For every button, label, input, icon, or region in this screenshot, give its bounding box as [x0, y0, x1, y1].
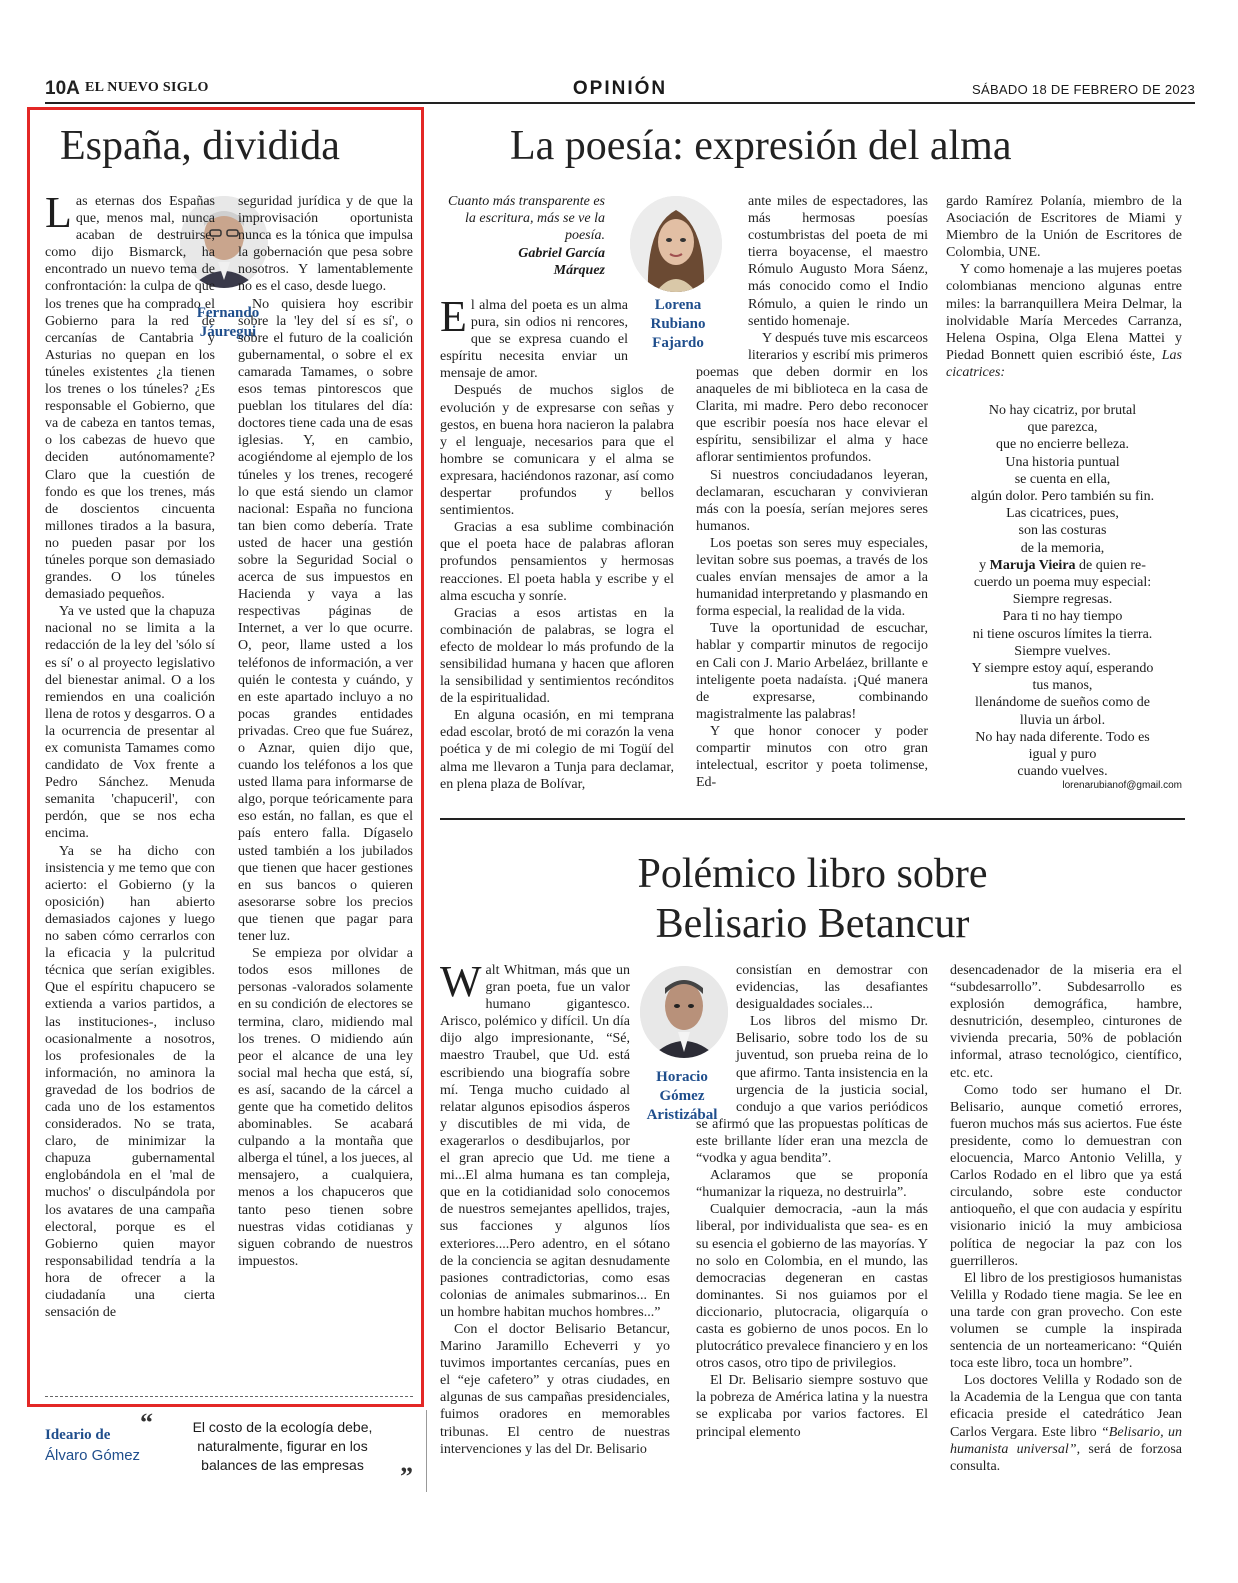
paragraph: Con el doctor Belisario Betancur, Marino Jaramillo Echeverri y yo tuvimos importantes cercanías, pues en el “eje cafetero” y otras ciudades, en algunas de sus campañas presidenciales, fuimos oradores en memorables tribunas. El centro de nuestras intervenciones y las del Dr. Belisario — [440, 1321, 670, 1457]
article2-column-1 — [440, 292, 674, 793]
poem-line: ni tiene oscuros límites la tierra. — [972, 626, 1153, 642]
masthead — [45, 78, 1195, 104]
article3-column-3 — [950, 962, 1182, 1475]
paragraph: En alguna ocasión, en mi temprana edad escolar, brotó de mi corazón la vena poética y de mi colegio de mi Togüí del alma me llevaron a Tunja para declamar, en plena plaza de Bolívar, — [440, 708, 674, 792]
text: , será de forzosa consulta. — [950, 1441, 1182, 1474]
poem-line: Para ti no hay tiempo — [1002, 609, 1123, 625]
paragraph: Ya se ha dicho con insistencia y me temo que con acierto: el Gobierno (y la oposición) han abierto demasiados cajones y luego no saben cómo cerrarlos con la eficacia y la pulcritud técnica que serían exigibles. Que el espíritu chapucero se extienda a varios partidos, a las instituciones-, incluso ocasionalmente a nosotros, los profesionales de la información, no aminora la gravedad de los bodrios de cada uno de los estamentos considerados. No se trata, claro, de minimizar la chapuza gubernamental englobándola en el 'mal de muchos' o disculpándola por los avatares de una campaña electoral, porque es el Gobierno quien mayor responsabilidad tendría a la hora de ofrecer a la ciudadanía una cierta sensación de — [45, 843, 215, 1321]
poem-line: No hay cicatriz, por brutal — [988, 403, 1137, 418]
article2-headline: La poesía: expresión del alma — [510, 123, 1012, 169]
poem-line: lluvia un árbol. — [1019, 712, 1106, 728]
paragraph: Y que honor conocer y poder compartir minutos con otro gran intelectual, escritor y poeta tolimense, Ed- — [696, 723, 928, 791]
paragraph: Y como homenaje a las mujeres poetas colombianas menciono algunas entre miles: la barranquillera Meira Delmar, la inolvidable María Mercedes Carranza, Helena Ospina, Olga Elena Mattei y Piedad Bonnett quien escribió éste, — [946, 262, 1182, 363]
dropcap: L — [45, 188, 72, 237]
paragraph: consistían en demostrar con evidencias, las desafiantes desigualdades sociales... — [736, 963, 928, 1013]
poem-line: Las cicatrices, pues, — [1006, 506, 1119, 522]
article3-headline-line2: Belisario Betancur — [655, 901, 970, 947]
text: y — [979, 557, 990, 573]
poem-line: cuando vuelves. — [1017, 764, 1108, 780]
paragraph: Cualquier democracia, -aun la más liberal, por individualista que sea- es en su esencia el gobierno de las mayorías. Y no solo en Colombia, en el mundo, las democracias degeneran en castas dominantes. Si nos guiamos por el diccionario, plutocracia, oligarquía o casta es gobierno de unos pocos. En lo plutocrático prevalece financiero y en los otros casos, otro tipo de privilegios. — [696, 1202, 928, 1372]
paragraph: No quisiera hoy escribir sobre la 'ley del sí es sí', o sobre el futuro de la coalición gubernamental, o sobre el ex camarada Tamames, o sobre esos temas pintorescos que pueblan los titulares del día: doctores tiene cada una de esas iglesias. Y, en cambio, acogiéndome al ejemplo de los túneles y los trenes, recogeré lo que está siendo un clamor nacional: España no funciona tan bien como debería. Trate usted de hacer una gestión sobre la Seguridad Social o acerca de sus impuestos en Hacienda y vaya a las respectivas páginas de Internet, a ver lo que ocurre. O, peor, llame usted a los teléfonos de información, a ver quién le contesta y cuándo, y en este apartado incluyo a no pocas grandes entidades privadas. Creo que fue Suárez, o Aznar, quien dijo que, cuando los teléfonos a los que usted llama para informarse de algo, porque teóricamente para eso están, no fallan, es que el país entero falla. Dígaselo usted también a los jubilados que tienen que hacer gestiones en sus bancos o quieren asesorarse sobre los precios que tienen que pagar para tener luz. — [238, 296, 413, 945]
author-last-name: Jáuregui — [199, 324, 257, 340]
ideario-quote: El costo de la ecología debe, naturalmente, figurar en los balances de las empresas — [192, 1419, 373, 1473]
author-first-name: Fernando — [196, 305, 260, 321]
author-first-name: Horacio — [656, 1069, 708, 1085]
epigraph-author: Márquez — [553, 262, 605, 278]
divider — [45, 1396, 413, 1397]
paragraph: Los poetas son seres muy especiales, levitan sobre sus poemas, a través de los cuales envían mensajes de amor a la humanidad interpretando y plasmando en forma especial, la realidad de la vida. — [696, 535, 928, 620]
author-last-name: Fajardo — [652, 335, 704, 351]
author-middle-name: Gómez — [659, 1088, 705, 1104]
paragraph: El libro de los prestigiosos humanistas Velilla y Rodado tiene magia. Se lee en una tarde con gran provecho. Con este volumen se cumple la inspirada sentencia de un norteamericano: “Quién toca este libro, toca un hombre”. — [950, 1270, 1182, 1372]
poem-intro-line: cuerdo un poema muy especial: — [973, 575, 1152, 591]
article2-column-3 — [946, 193, 1182, 381]
poem-line: algún dolor. Pero también su fin. — [970, 489, 1155, 505]
poem-line: Una historia puntual — [1005, 454, 1120, 470]
vertical-divider — [426, 1410, 427, 1492]
poem-title: Las cicatrices: — [946, 347, 1182, 380]
paragraph: Después de muchos siglos de evolución y de expresarse con señas y gestos, en buena hora nacieron la palabra y el lenguaje, necesarios para que el hombre se comunicara y el alma se expresara, haciéndonos razonar, así como despertar profundos y bellos sentimientos. — [440, 383, 674, 519]
poem-line: que no encierre belleza. — [996, 437, 1129, 453]
ideario-label: Ideario de — [45, 1427, 111, 1443]
dropcap: W — [440, 957, 482, 1006]
poem-line: que parezca, — [1027, 420, 1098, 436]
paragraph: gardo Ramírez Polanía, miembro de la Asociación de Escritores de Miami y Miembro de la Unión de Escritores de Colombia, UNE. — [946, 194, 1182, 261]
epigraph-author: Gabriel García — [518, 245, 605, 261]
dropcap: E — [440, 292, 467, 341]
ideario-author: Álvaro Gómez — [45, 1447, 141, 1464]
paragraph: Gracias a esos artistas en la combinación de palabras, se logra el efecto de moldear lo más profundo de la sensibilidad humana y hacen que afloren la sensibilidad y sentimientos recónditos de la espiritualidad. — [440, 605, 674, 707]
epigraph — [440, 193, 605, 279]
poem-line: No hay nada diferente. Todo es — [975, 729, 1150, 745]
article3-column-2 — [696, 962, 928, 1441]
paragraph: alt Whitman, más que un gran poeta, fue un valor humano gigantesco. Arisco, polémico y difícil. Un día dijo algo impresionante, “Sé, maestro Traubel, que Ud. está escribiendo una biografía sobre mí. Tenga mucho cuidado al relatar algunos episodios ásperos y discutibles de mi vida, de exagerarlos o desdibujarlos, por el gran aprecio que Ud. me tiene a mi...El alma humana es tan compleja, que en la cotidianidad solo conocemos de nuestros semejantes apellidos, trajes, sus facciones y algunos líos exteriores....Pero adentro, en el sótano de la conciencia se agitan desnudamente pasiones contradictorias, como esas colonias de animales submarinos... En un hombre habitan muchos hombres...” — [440, 963, 670, 1320]
poem-line: igual y puro — [1028, 747, 1097, 763]
article1-headline: España, dividida — [60, 123, 340, 169]
poem-line: Y siempre estoy aquí, esperando — [971, 661, 1154, 677]
poem-line: Siempre vuelves. — [1014, 643, 1111, 659]
poem-block — [940, 402, 1185, 780]
author-email: lorenarubianof@gmail.com — [1062, 780, 1182, 791]
section-divider — [440, 818, 1185, 820]
author-last-name: Aristizábal — [646, 1107, 718, 1123]
paragraph: Y después tuve mis escarceos literarios y escribí mis primeros poemas que deben dormir en los anaqueles de mi biblioteca en la casa de Clarita, mi madre. Pero debo reconocer que escribir poesía nos hace elevar el espíritu, sensibilizar el alma y hace aflorar sentimientos profundos. — [696, 330, 928, 466]
page-number: 10A — [45, 78, 80, 99]
paragraph: Se empieza por olvidar a todos esos millones de personas -valorados solamente en su condición de electores se termina, claro, midiendo mal los trenes. O midiendo aún peor el alcance de una ley social mal hecha que está, sí, es así, sacando de la cárcel a gente que ha cometido delitos abominables. Se acabará culpando a la montaña que alberga el túnel, a los jueces, al mensajero, a cualquiera, menos a los chapuceros que tanto peso tienen sobre nuestras vidas cotidianas y siguen cobrando de nuestros impuestos. — [238, 946, 413, 1269]
paragraph: Como todo ser humano el Dr. Belisario, aunque cometió errores, fueron muchos más sus aciertos. Fue éste presidente, como lo demuestran con elocuencia, Marco Antonio Velilla, y Carlos Rodado en el libro que ya está circulando, sobre este conductor antioqueño, el que con audacia y espíritu visionario inició la muy ambiciosa política de negociar la paz con los guerrilleros. — [950, 1082, 1182, 1269]
newspaper-name: EL NUEVO SIGLO — [85, 80, 209, 95]
paragraph: seguridad jurídica y de que la improvisación oportunista nunca es la tónica que impulsa la gobernación que pesa sobre nosotros. Y lamentablemente no es el caso, desde luego. — [238, 194, 413, 295]
paragraph: Aclaramos que se proponía “humanizar la riqueza, no destruirla”. — [696, 1168, 928, 1201]
poet-name: Maruja Vieira — [989, 557, 1076, 573]
close-quote-icon: ” — [400, 1462, 413, 1491]
paragraph: Ya ve usted que la chapuza nacional no se limita a la redacción de la ley del 'sólo sí es sí' o al proyecto legislativo del bienestar animal. O a los remiendos en una coalición llena de rotos y desgarros. O a la ocurrencia de presentar al ex comunista Tamames como candidato de Vox frente a Pedro Sánchez. Menuda semanita 'chapuceril', con perdón, que se nos echa encima. — [45, 604, 215, 842]
poem-line: se cuenta en ella, — [1014, 471, 1111, 487]
maruja-line — [940, 557, 1185, 574]
poem-line: de la memoria, — [1020, 540, 1105, 556]
poem-line: tus manos, — [1032, 678, 1093, 694]
paragraph: Tuve la oportunidad de escuchar, hablar y compartir minutos de regocijo en Cali con J. Mario Arbeláez, brillante e inteligente poeta nadaísta. ¡Qué manera de expresarse, combinando magistralmente las palabras! — [696, 621, 928, 722]
poem-line: son las costuras — [1018, 523, 1107, 539]
paragraph: El Dr. Belisario siempre sostuvo que la pobreza de América latina y la nuestra se explicaba por varios factores. El principal elemento — [696, 1373, 928, 1440]
paragraph: Gracias a esa sublime combinación que el poeta hace de palabras afloran profundos pensamientos y hermosas reacciones. El poeta habla y escribe y el alma escucha y sonríe. — [440, 520, 674, 604]
article1-column-1 — [45, 188, 215, 1321]
section-name: OPINIÓN — [572, 78, 668, 99]
article2-column-2 — [696, 193, 928, 791]
paragraph: ante miles de espectadores, las más hermosas poesías costumbristas del poeta de mi tierra boyacense, el maestro Rómulo Augusto Mora Sáenz, más conocido como el Indio Rómulo, a quien le rindo un sentido homenaje. — [748, 194, 928, 329]
paragraph: Los libros del mismo Dr. Belisario, sobre todo los de su juventud, son prueba reina de lo que afirmo. Tanta insistencia en la urgencia de la justicia social, condujo a que varios periódicos se afirmó que las propuestas políticas de este brillante líder eran una mezcla de “vodka y agua bendita”. — [696, 1014, 928, 1167]
paragraph: l alma del poeta es un alma pura, sin odios ni rencores, que se expresa cuando el espíritu necesita enviar un mensaje de amor. — [440, 298, 628, 382]
article3-column-1 — [440, 957, 670, 1458]
paragraph: desencadenador de la miseria era el “subdesarrollo”. Subdesarrollo es explosión demográfica, hambre, desnutrición, desempleo, cinturones de vivienda precaria, 50% de población informal, atraso tecnológico, científico, etc. etc. — [950, 963, 1182, 1081]
article1-column-2 — [238, 193, 413, 1270]
poem-line: llenándome de sueños como de — [975, 695, 1150, 711]
paragraph: Si nuestros conciudadanos leyeran, declamaran, escucharan y convivieran más con la poesía, serían mejores seres humanos. — [696, 467, 928, 534]
issue-date: SÁBADO 18 DE FEBRERO DE 2023 — [972, 82, 1195, 97]
article3-headline-line1: Polémico libro sobre — [637, 851, 988, 897]
author-middle-name: Rubiano — [650, 316, 706, 332]
author-first-name: Lorena — [654, 297, 702, 313]
open-quote-icon: “ — [140, 1408, 153, 1437]
paragraph: as eternas dos Españas que, menos mal, nunca acaban de destruirse, como dijo Bismarck, ha encontrado un nuevo tema de confrontación: la culpa de que los trenes que ha comprado el Gobierno para la red de cercanías de Cantabria y Asturias no quepan en los túneles existentes ¿la tienen los trenes o los túneles? ¿Es responsable el Gobierno, que va de cabeza en tantos temas, o los cabezas de huevo que deciden autónomamente? Claro que la cuestión de fondo es que los trenes, más de doscientos cincuenta millones tirados a la basura, no pueden pasar por los túneles porque son demasiado grandes. O los túneles demasiado pequeños. — [45, 194, 215, 603]
paragraph: Los doctores Velilla y Rodado son de la Academia de la Lengua que con tanta eficacia preside el catedrático Jean Carlos Vergara. Este libro — [950, 1373, 1182, 1440]
book-title: “Belisario, un humanista universal” — [950, 1424, 1182, 1457]
poem-line: Siempre regresas. — [1012, 592, 1113, 608]
text: de quien re- — [1075, 557, 1146, 573]
epigraph-text: Cuanto más transparente es la escritura, más se ve la poesía. — [448, 194, 605, 244]
